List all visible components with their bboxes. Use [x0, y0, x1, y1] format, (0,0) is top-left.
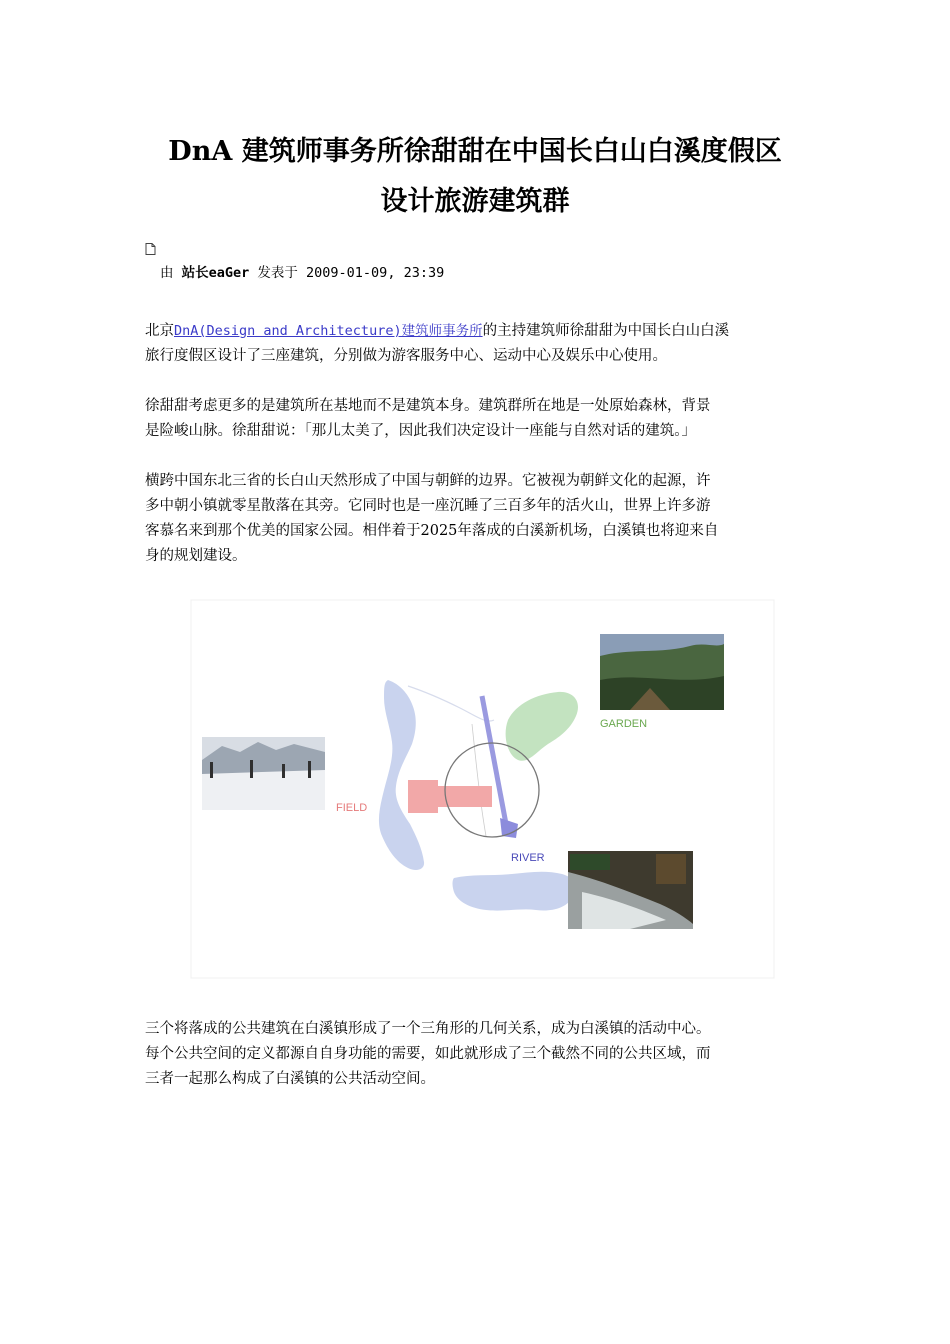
p1-line-2: 旅行度假区设计了三座建筑，分别做为游客服务中心、运动中心及娱乐中心使用。 — [145, 348, 667, 364]
p4-line-2: 每个公共空间的定义都源自自身功能的需要，如此就形成了三个截然不同的公共区域，而 — [145, 1046, 711, 1062]
p4-line-1: 三个将落成的公共建筑在白溪镇形成了一个三角形的几何关系，成为白溪镇的活动中心。 — [145, 1021, 711, 1037]
p3-line-3: 客慕名来到那个优美的国家公园。相伴着于2025年落成的白溪新机场，白溪镇也将迎来自 — [145, 523, 719, 539]
paragraph-3 — [145, 469, 805, 569]
document-icon — [145, 243, 156, 255]
label-garden: GARDEN — [600, 718, 648, 730]
byline-prefix: 由 — [160, 265, 182, 281]
byline-date: 发表于 2009-01-09, 23:39 — [249, 265, 445, 281]
river-photo — [568, 851, 693, 929]
p4-line-3: 三者一起那么构成了白溪镇的公共活动空间。 — [145, 1071, 435, 1087]
label-river: RIVER — [511, 852, 545, 864]
byline-author: 站长 — [181, 265, 209, 281]
garden-photo — [600, 634, 724, 710]
byline-author-name: eaGer — [208, 265, 250, 281]
water-lower — [453, 872, 576, 911]
p3-line-2: 多中朝小镇就零星散落在其旁。它同时也是一座沉睡了三百多年的活火山，世界上许多游 — [145, 498, 711, 514]
dna-office-link[interactable]: DnA(Design and Architecture)建筑师事务所 — [174, 323, 483, 339]
p2-line-2: 是险峻山脉。徐甜甜说：「那儿太美了，因此我们决定设计一座能与自然对话的建筑。」 — [145, 423, 696, 439]
site-diagram — [190, 592, 775, 980]
paragraph-2 — [145, 394, 805, 444]
paragraph-1 — [145, 319, 805, 369]
p3-line-4: 身的规划建设。 — [145, 548, 247, 564]
p1-suffix: 的主持建筑师徐甜甜为中国长白山白溪 — [482, 323, 730, 339]
page-title-line-1: DnA 建筑师事务所徐甜甜在中国长白山白溪度假区 — [168, 136, 782, 167]
p3-line-1: 横跨中国东北三省的长白山天然形成了中国与朝鲜的边界。它被视为朝鲜文化的起源，许 — [145, 473, 711, 489]
label-field: FIELD — [336, 802, 368, 814]
p2-line-1: 徐甜甜考虑更多的是建筑所在基地而不是建筑本身。建筑群所在地是一处原始森林，背景 — [145, 398, 711, 414]
paragraph-4 — [145, 1017, 805, 1092]
field-building — [408, 780, 438, 813]
field-photo — [202, 737, 325, 810]
p1-prefix: 北京 — [145, 323, 174, 339]
byline — [160, 263, 444, 283]
page-title-line-2: 设计旅游建筑群 — [380, 186, 570, 217]
